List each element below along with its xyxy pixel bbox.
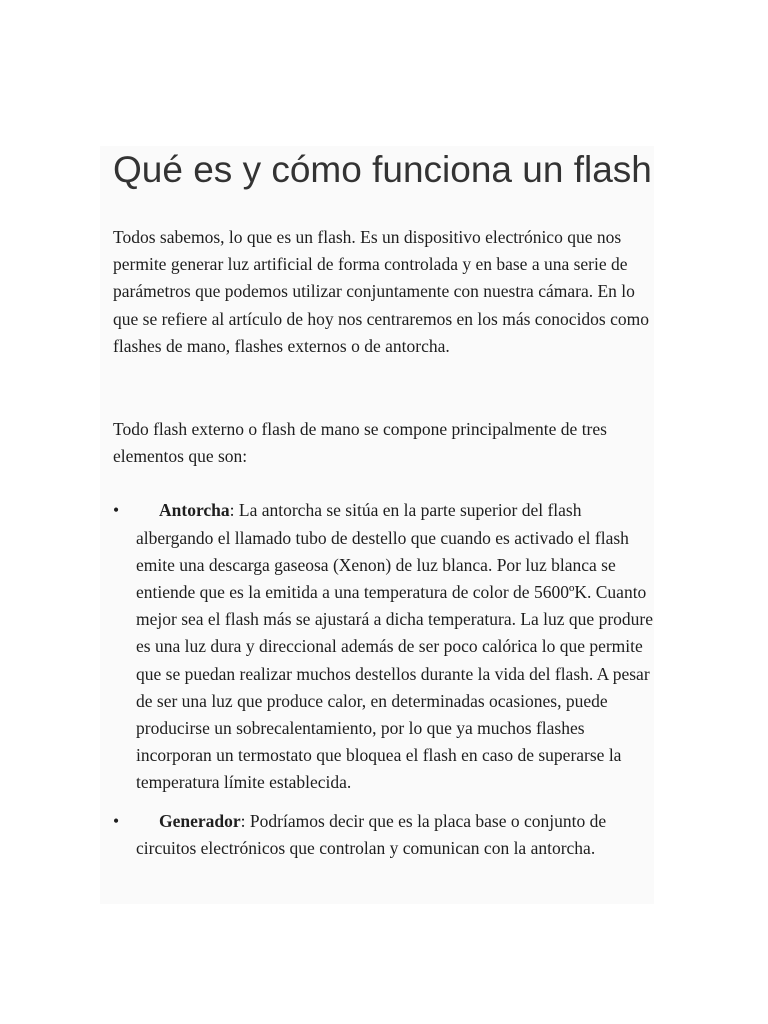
elements-list bbox=[113, 497, 653, 862]
intro-paragraph: Todos sabemos, lo que es un flash. Es un dispositivo electrónico que nos permite generar luz artificial de forma controlada y en base a una serie de parámetros que podemos utilizar conjuntamente con nuestra cámara. En lo que se refiere al artículo de hoy nos centraremos en los más conocidos como flashes de mano, flashes externos o de antorcha. bbox=[113, 227, 649, 356]
elements-intro-paragraph: Todo flash externo o flash de mano se compone principalmente de tres elementos que son: bbox=[113, 419, 607, 467]
article-body bbox=[113, 146, 653, 873]
document-page bbox=[100, 146, 654, 904]
article-title: Qué es y cómo funciona un flash bbox=[113, 149, 652, 190]
term-generador: Generador bbox=[159, 810, 241, 831]
description-generador: : Podríamos decir que es la placa base o conjunto de circuitos electrónicos que controlan y comunican con la antorcha. bbox=[136, 810, 607, 858]
list-item-antorcha bbox=[113, 497, 653, 796]
description-antorcha: : La antorcha se sitúa en la parte superior del flash albergando el llamado tubo de destello que cuando es activado el flash emite una descarga gaseosa (Xenon) de luz blanca. Por luz blanca se entiende que es la emitida a una temperatura de color de 5600ºK. Cuanto mejor sea el flash más se ajustará a dicha temperatura. La luz que produre es una luz dura y direccional además de ser poco calórica lo que permite que se puedan realizar muchos destellos durante la vida del flash. A pesar de ser una luz que produce calor, en determinadas ocasiones, puede producirse un sobrecalentamiento, por lo que ya muchos flashes incorporan un termostato que bloquea el flash en caso de superarse la temperatura límite establecida. bbox=[136, 500, 653, 793]
term-antorcha: Antorcha bbox=[159, 500, 230, 521]
list-item-generador bbox=[113, 808, 653, 862]
